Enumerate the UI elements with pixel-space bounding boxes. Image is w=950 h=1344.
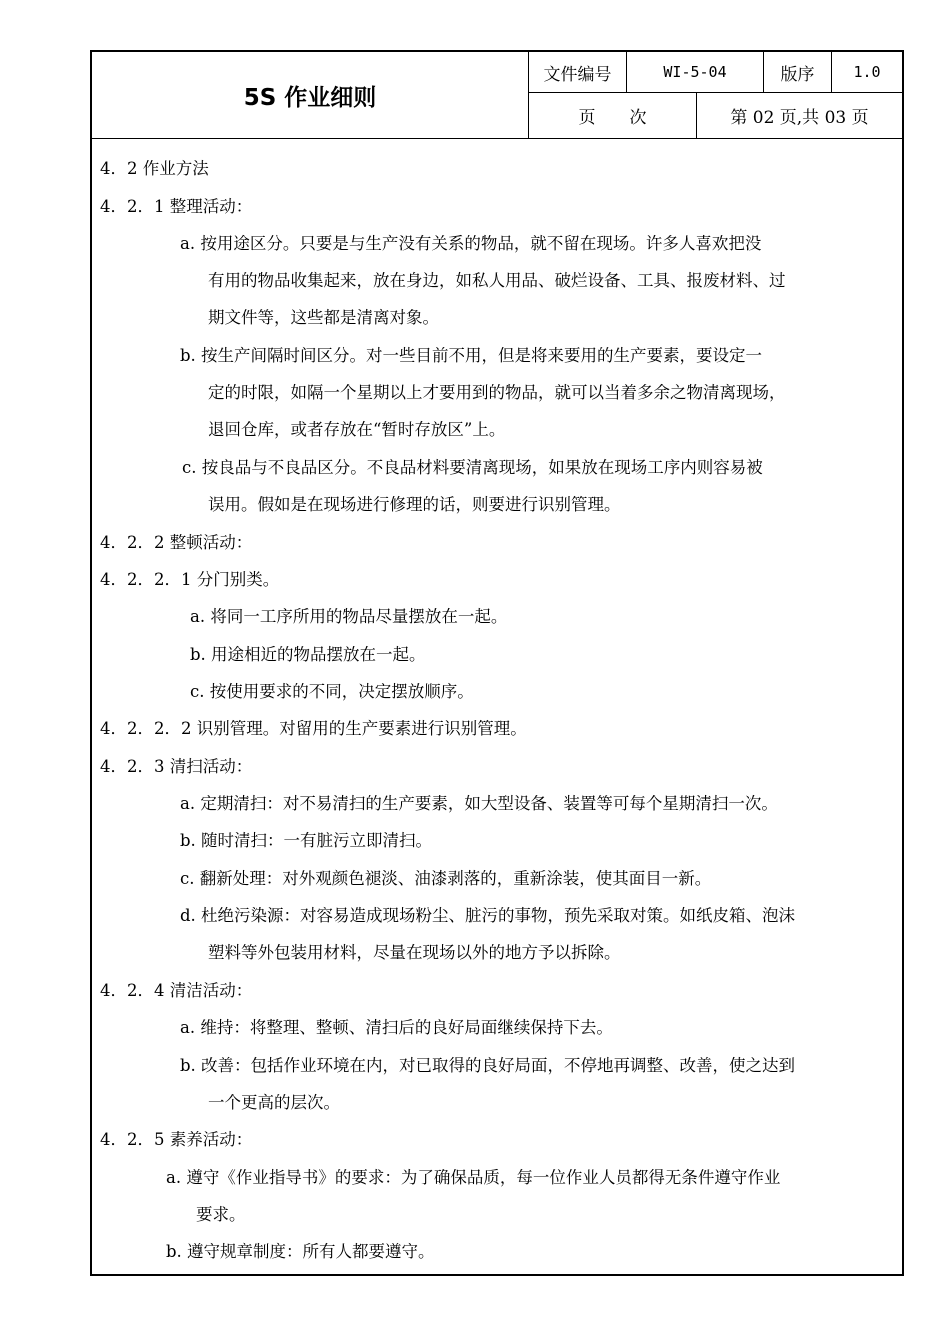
list-item-continuation: 退回仓库，或者存放在“暂时存放区”上。 [208,420,506,439]
list-item: b. 随时清扫：一有脏污立即清扫。 [180,831,433,850]
list-item-continuation: 误用。假如是在现场进行修理的话，则要进行识别管理。 [208,495,621,514]
list-item-continuation: 定的时限，如隔一个星期以上才要用到的物品，就可以当着多余之物清离现场， [208,383,786,402]
list-item: b. 用途相近的物品摆放在一起。 [190,645,426,664]
section-heading: 4．2．1 整理活动： [100,197,253,216]
header-bottom-border [92,138,902,139]
section-heading: 4．2．5 素养活动： [100,1130,253,1149]
version-value: 1.0 [853,63,881,81]
section-heading: 4．2．4 清洁活动： [100,981,253,1000]
list-item: b. 遵守规章制度：所有人都要遵守。 [166,1242,435,1261]
list-item: a. 定期清扫：对不易清扫的生产要素，如大型设备、装置等可每个星期清扫一次。 [180,794,778,813]
page-value: 第 02 页,共 03 页 [730,108,869,128]
list-item: b. 按生产间隔时间区分。对一些目前不用，但是将来要用的生产要素，要设定一 [180,346,763,365]
list-item: c. 按良品与不良品区分。不良品材料要清离现场，如果放在现场工序内则容易被 [182,458,763,477]
list-item-continuation: 期文件等，这些都是清离对象。 [208,308,439,327]
doc-no-value: WI-5-04 [663,63,727,81]
list-item: a. 将同一工序所用的物品尽量摆放在一起。 [190,607,508,626]
list-item: a. 维持：将整理、整顿、清扫后的良好局面继续保持下去。 [180,1018,613,1037]
list-item-continuation: 一个更高的层次。 [208,1093,340,1112]
list-item-continuation: 有用的物品收集起来，放在身边，如私人用品、破烂设备、工具、报废材料、过 [208,271,786,290]
list-item: c. 按使用要求的不同，决定摆放顺序。 [190,682,474,701]
section-heading: 4．2．2．1 分门别类。 [100,570,280,589]
list-item: c. 翻新处理：对外观颜色褪淡、油漆剥落的，重新涂装，使其面目一新。 [180,869,712,888]
list-item-continuation: 要求。 [196,1205,246,1224]
list-item: b. 改善：包括作业环境在内，对已取得的良好局面，不停地再调整、改善，使之达到 [180,1056,796,1075]
section-heading: 4．2 作业方法 [100,159,209,178]
list-item: d. 杜绝污染源：对容易造成现场粉尘、脏污的事物，预先采取对策。如纸皮箱、泡沫 [180,906,796,925]
version-label: 版序 [780,64,815,85]
list-item-continuation: 塑料等外包装用材料，尽量在现场以外的地方予以拆除。 [208,943,621,962]
page-label: 页 次 [578,108,647,128]
document-title: 5S 作业细则 [243,84,377,111]
list-item: a. 遵守《作业指导书》的要求：为了确保品质，每一位作业人员都得无条件遵守作业 [166,1168,781,1187]
document-frame [90,50,904,1276]
doc-no-label: 文件编号 [543,64,612,85]
list-item: a. 按用途区分。只要是与生产没有关系的物品，就不留在现场。许多人喜欢把没 [180,234,762,253]
section-heading: 4．2．2 整顿活动： [100,533,253,552]
section-heading: 4．2．3 清扫活动： [100,757,253,776]
section-heading: 4．2．2．2 识别管理。对留用的生产要素进行识别管理。 [100,719,527,738]
